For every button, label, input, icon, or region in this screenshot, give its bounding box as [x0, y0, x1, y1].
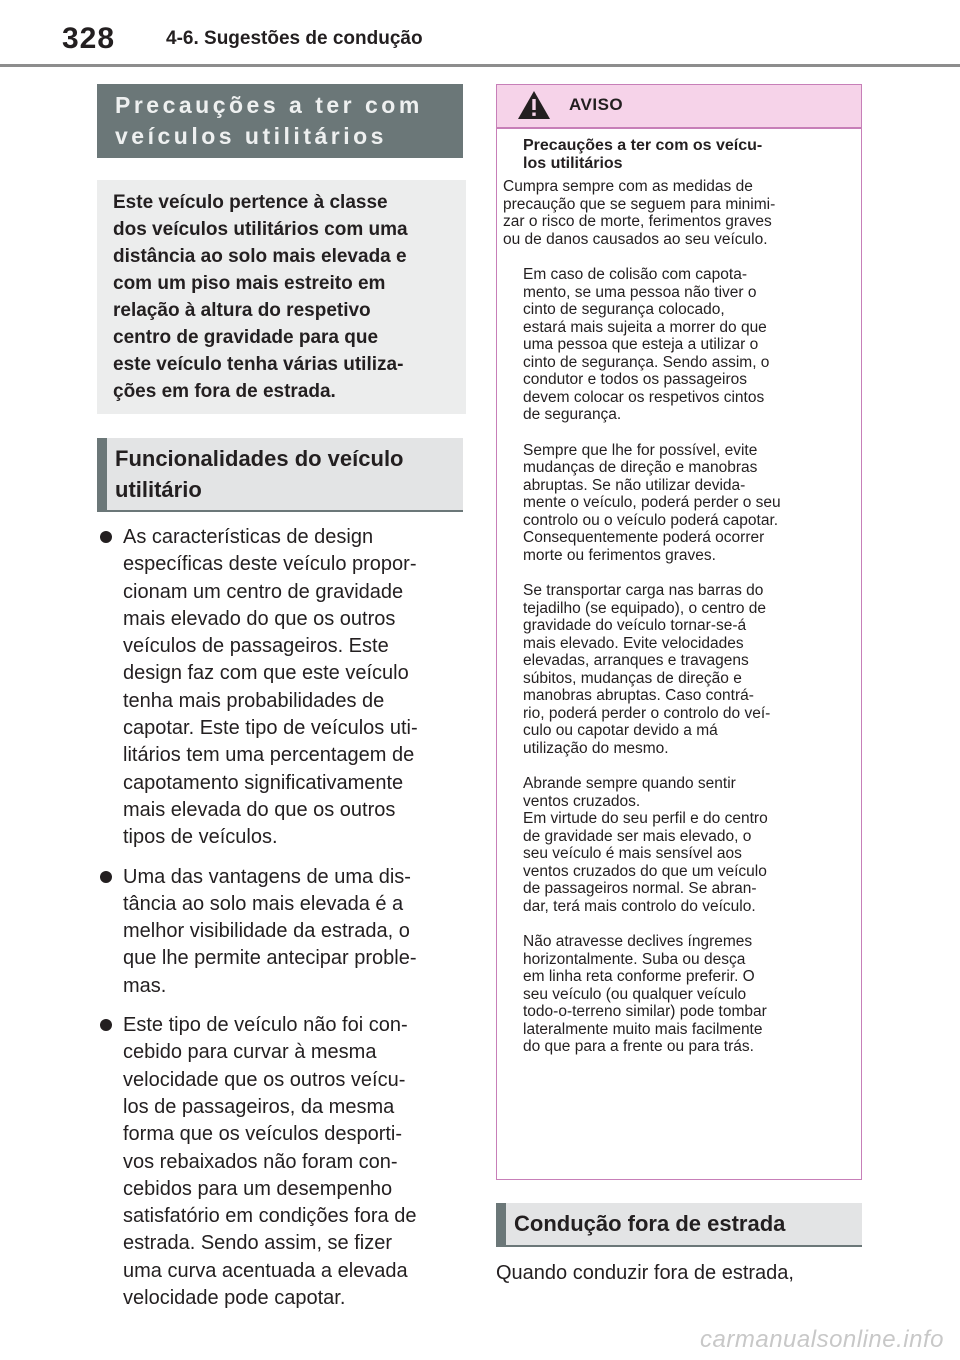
text-line: devem colocar os respetivos cintos — [523, 388, 765, 406]
text-line: lateralmente muito mais facilmente — [523, 1020, 763, 1038]
text-line: tipos de veículos. — [123, 826, 278, 849]
text-line: forma que os veículos desporti- — [123, 1123, 403, 1146]
text-line: velocidade que os outros veícu- — [123, 1068, 406, 1091]
title-line: veículos utilitários — [115, 123, 387, 149]
bullet-dot-icon — [100, 871, 112, 883]
text-line: em linha reta conforme preferir. O — [523, 968, 755, 985]
intro-line: Este veículo pertence à classe — [113, 192, 388, 213]
features-heading — [97, 438, 463, 512]
text-line: precaução que se seguem para minimi- — [503, 195, 776, 213]
warning-paragraph — [523, 266, 781, 424]
text-line: mais elevado. Evite velocidades — [523, 634, 744, 652]
text-line: cebidos para um desempenho — [123, 1177, 393, 1200]
text-line: tejadilho (se equipado), o centro de — [523, 599, 766, 617]
text-line: cinto de segurança. Sendo assim, o — [523, 353, 770, 371]
warning-label: AVISO — [569, 95, 624, 114]
text-line: capotamento significativamente — [123, 771, 404, 794]
warning-title-line: los utilitários — [523, 154, 623, 172]
warning-triangle-icon — [517, 90, 551, 120]
text-line: estrada. Sendo assim, se fizer — [123, 1232, 393, 1255]
text-line: súbitos, mudanças de direção e — [523, 669, 742, 687]
watermark: carmanualsonline.info — [700, 1326, 944, 1353]
warning-title — [523, 137, 762, 172]
intro-line: distância ao solo mais elevada e — [113, 246, 407, 267]
text-line: tância ao solo mais elevada é a — [123, 892, 404, 915]
text-line: morte ou ferimentos graves. — [523, 546, 716, 564]
list-item — [97, 864, 477, 1000]
bullet-dot-icon — [100, 531, 112, 543]
page-number: 328 — [62, 22, 116, 55]
heading-line: utilitário — [115, 477, 202, 502]
intro-line: dos veículos utilitários com uma — [113, 219, 408, 240]
text-line: vos rebaixados não foram con- — [123, 1150, 398, 1173]
warning-paragraph — [523, 933, 781, 1056]
text-line: seu veículo (ou qualquer veículo — [523, 985, 747, 1003]
text-line: mas. — [123, 974, 167, 997]
intro-box — [97, 180, 466, 414]
text-line: cionam um centro de gravidade — [123, 580, 404, 603]
text-line: de passageiros normal. Se abran- — [523, 880, 757, 897]
text-line: mudanças de direção e manobras — [523, 459, 758, 476]
bullet-list — [97, 524, 477, 1324]
text-line: litários tem uma percentagem de — [123, 744, 415, 767]
text-line: design faz com que este veículo — [123, 662, 409, 685]
warning-intro — [503, 178, 775, 248]
text-line: mento, se uma pessoa não tiver o — [523, 283, 757, 301]
text-line: Uma das vantagens de uma dis- — [123, 865, 411, 888]
text-line: zar o risco de morte, ferimentos graves — [503, 213, 772, 230]
text-line: que lhe permite antecipar proble- — [123, 947, 417, 970]
text-line: controlo ou o veículo poderá capotar. — [523, 511, 779, 529]
text-line: Em caso de colisão com capota- — [523, 266, 747, 283]
text-line: Sempre que lhe for possível, evite — [523, 441, 758, 459]
bullet-dot-icon — [100, 1019, 112, 1031]
text-line: dar, terá mais controlo do veículo. — [523, 897, 756, 915]
warning-paragraph — [523, 775, 781, 915]
text-line: horizontalmente. Suba ou desça — [523, 950, 746, 968]
warning-body — [523, 266, 781, 1074]
text-line: de gravidade ser mais elevado, o — [523, 827, 752, 845]
text-line: velocidade pode capotar. — [123, 1287, 346, 1310]
text-line: Se transportar carga nas barras do — [523, 582, 764, 599]
text-line: uma curva acentuada a elevada — [123, 1259, 408, 1282]
offroad-heading — [496, 1203, 862, 1247]
text-line: As características de design — [123, 526, 374, 548]
text-line: Este tipo de veículo não foi con- — [123, 1014, 408, 1037]
text-line: capotar. Este tipo de veículos uti- — [123, 717, 418, 740]
list-item — [97, 524, 477, 852]
text-line: estará mais sujeita a morrer do que — [523, 318, 767, 336]
text-line: mais elevado do que os outros — [123, 607, 396, 630]
heading-line: Condução fora de estrada — [514, 1211, 786, 1236]
title-line: Precauções a ter com — [115, 92, 423, 118]
text-line: Abrande sempre quando sentir — [523, 775, 736, 792]
list-item — [97, 1012, 477, 1312]
text-line: utilização do mesmo. — [523, 739, 669, 757]
text-line: condutor e todos os passageiros — [523, 371, 748, 388]
text-line: de segurança. — [523, 406, 622, 423]
text-line: culo ou capotar devido a má — [523, 722, 718, 739]
text-line: Em virtude do seu perfil e do centro — [523, 810, 768, 827]
warning-header — [497, 85, 861, 129]
intro-line: com um piso mais estreito em — [113, 273, 386, 294]
text-line: uma pessoa que esteja a utilizar o — [523, 336, 759, 353]
text-line: mente o veículo, poderá perder o seu — [523, 494, 781, 511]
header-divider — [0, 64, 960, 67]
text-line: Não atravesse declives íngremes — [523, 933, 753, 950]
text-line: cinto de segurança colocado, — [523, 301, 725, 318]
text-line: ventos cruzados. — [523, 792, 641, 810]
text-line: específicas deste veículo propor- — [123, 553, 417, 576]
warning-title-line: Precauções a ter com os veícu- — [523, 137, 763, 154]
intro-line: ções em fora de estrada. — [113, 381, 336, 402]
text-line: mais elevada do que os outros — [123, 798, 396, 821]
text-line: los de passageiros, da mesma — [123, 1095, 395, 1118]
intro-line: centro de gravidade para que — [113, 327, 379, 348]
warning-box — [496, 84, 862, 1180]
text-line: tenha mais probabilidades de — [123, 689, 385, 712]
text-line: elevadas, arranques e travagens — [523, 652, 749, 669]
body-text: Quando conduzir fora de estrada, — [496, 1262, 794, 1284]
text-line: veículos de passageiros. Este — [123, 635, 389, 658]
text-line: ventos cruzados do que um veículo — [523, 862, 767, 880]
text-line: seu veículo é mais sensível aos — [523, 845, 742, 862]
warning-paragraph — [523, 582, 781, 757]
text-line: rio, poderá perder o controlo do veí- — [523, 704, 771, 722]
text-line: manobras abruptas. Caso contrá- — [523, 687, 754, 704]
intro-line: este veículo tenha várias utiliza- — [113, 354, 404, 375]
warning-paragraph — [523, 442, 781, 565]
intro-line: relação à altura do respetivo — [113, 300, 371, 321]
text-line: ou de danos causados ao seu veículo. — [503, 230, 768, 248]
text-line: gravidade do veículo tornar-se-á — [523, 617, 747, 634]
text-line: Cumpra sempre com as medidas de — [503, 178, 753, 195]
heading-line: Funcionalidades do veículo — [115, 446, 404, 471]
section-title-box — [97, 84, 463, 158]
text-line: melhor visibilidade da estrada, o — [123, 920, 410, 943]
text-line: Consequentemente poderá ocorrer — [523, 529, 765, 546]
text-line: todo-o-terreno similar) pode tombar — [523, 1003, 767, 1020]
text-line: do que para a frente ou para trás. — [523, 1038, 754, 1055]
text-line: abruptas. Se não utilizar devida- — [523, 476, 746, 494]
text-line: cebido para curvar à mesma — [123, 1041, 377, 1064]
section-title: 4-6. Sugestões de condução — [166, 28, 423, 49]
text-line: satisfatório em condições fora de — [123, 1205, 417, 1228]
